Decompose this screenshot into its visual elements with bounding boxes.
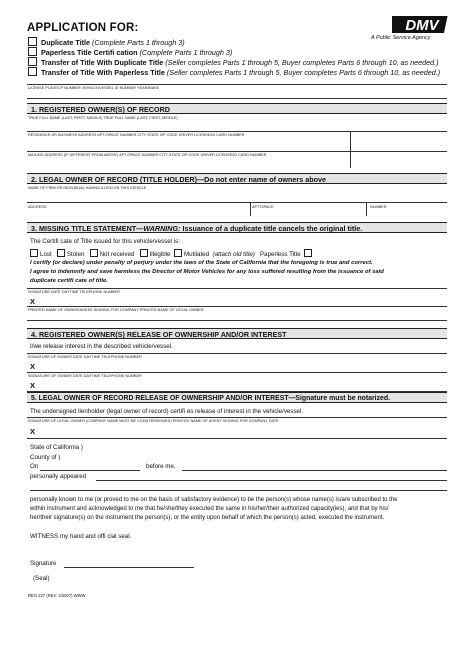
divider [366,202,367,216]
choice-stolen-label: Stolen [66,251,85,258]
witness-statement: WITNESS my hand and offi cial seal. [30,533,132,540]
section-3-header [27,222,447,233]
signature-x[interactable]: X [30,427,36,436]
section-4-header: 4. REGISTERED OWNER(S) RELEASE OF OWNERSHIP AND/OR INTEREST [27,328,447,339]
signature-x[interactable]: X [30,362,36,371]
agency-tagline: A Public Service Agency [371,35,431,41]
certify-statement-2: I agree to indemnify and save harmless the Director of Motor Vehicles for any loss suffered resulting from the issuance of said [30,269,384,275]
option-note: (Seller completes Parts 1 through 5, Buyer completes Parts 6 through 10, as needed.) [164,68,441,77]
notary-paragraph-1: personally known to me (or proved to me on the basis of satisfactory evidence) to be the person(s) whose name(s) is/are subscribed to the [30,497,398,503]
warning-text: Issuance of a duplicate title cancels the original title. [180,224,363,233]
notary-signature-line[interactable] [64,567,194,568]
certify-statement-3: duplicate certifi cate of title. [30,278,108,284]
divider [27,417,447,418]
section-2-header: 2. LEGAL OWNER OF RECORD (TITLE HOLDER)—Do not enter name of owners above [27,173,447,184]
divider [27,131,447,132]
personally-appeared-label: personally appeared [30,473,87,480]
notary-before-me: before me, [146,463,176,470]
notary-on-label: On [30,463,39,470]
legal-owner-signature-label: SIGNATURE OF LEGAL OWNER (COMPANY NAME MUST BE COUNTERSIGNED) PRINTED NAME OF AGENT SIGNING FOR COMPANY DATE [28,419,279,423]
signature-x[interactable]: X [30,297,36,306]
residence-address-label: RESIDENCE OR BUSINESS ADDRESS APT./SPACE NUMBER CITY STATE ZIP CODE DRIVER LICENSE/ID CARD NUMBER [28,133,245,137]
option-note: (Complete Parts 1 through 3) [90,38,185,47]
seal-label: (Seal) [33,575,50,582]
dmv-logo-graphic [392,14,448,36]
option-note: (Seller completes Parts 1 through 5, Buyer completes Parts 6 through 10, as needed.) [163,58,439,67]
checkbox[interactable] [28,47,37,56]
section-3-title: 3. MISSING TITLE STATEMENT— [31,224,144,233]
dmv-logo [392,14,448,36]
notary-name-line[interactable] [182,470,447,471]
signature-x[interactable]: X [30,381,36,390]
lienholder-release-text: The undersigned lienholder (legal owner of record) certifi es release of interest in the vehicle/vessel. [30,408,304,415]
choice-not-received-label: Not received [99,251,135,258]
attach-old-title-note: (attach old title) [212,251,255,258]
appeared-line[interactable] [96,480,447,481]
divider [27,306,447,307]
signature-label: Signature [30,560,57,567]
option-transfer-paperless[interactable] [28,67,440,77]
title-status-choices [30,249,314,258]
form-id: REG 227 (REV. 2/2007) WWW [28,593,86,598]
checkbox-mutilated[interactable] [174,249,182,257]
printed-name-label: PRINTED NAME OF OWNER/AGENT SIGNING FOR COMPANY PRINTED NAME OF LEGAL OWNER [28,308,204,312]
choice-paperless-label: Paperless Title [260,251,301,258]
warning-label: WARNING: [143,224,181,233]
checkbox-not-received[interactable] [90,249,98,257]
divider [27,202,447,203]
divider [27,353,447,354]
owner-signature-label-1: SIGNATURE OF OWNER DATE DAYTIME TELEPHONE NUMBER [28,355,142,359]
dmv-logo-text: DMV [405,17,439,34]
divider [27,438,447,439]
checkbox-stolen[interactable] [57,249,65,257]
checkbox[interactable] [28,67,37,76]
notary-paragraph-2: within instrument and acknowledged to me that he/she/they executed the same in his/her/their authorized capacity(ies), and that by his/ [30,506,389,512]
divider [27,320,447,321]
certify-statement-1: I certify (or declare) under penalty of perjury under the laws of the State of California that the foregoing is true and correct. [30,260,373,266]
choice-illegible-label: Illegible [149,251,171,258]
option-label: Duplicate Title [41,38,90,47]
divider [27,151,447,152]
section-1-header: 1. REGISTERED OWNER(S) OF RECORD [27,103,447,114]
checkbox[interactable] [28,37,37,46]
checkbox[interactable] [28,57,37,66]
option-label: Transfer of Title With Duplicate Title [41,58,164,67]
appeared-line-2[interactable] [30,490,447,491]
divider [250,202,251,216]
apt-space-label: APT./SPACE [252,205,274,209]
option-label: Paperless Title Certifi cation [41,48,138,57]
divider [350,131,351,168]
license-field-label: LICENSE PLATE/CF NUMBER VEHICLE/VESSEL ID NUMBER YEAR/MAKE [28,86,160,90]
checkbox-illegible[interactable] [140,249,148,257]
lienholder-name-label: NAME OF FIRM OR INDIVIDUAL HAVING A LIEN ON THIS VEHICLE [28,186,147,190]
section-5-header: 5. LEGAL OWNER OF RECORD RELEASE OF OWNERSHIP AND/OR INTEREST—Signature must be notarized. [27,392,447,403]
option-transfer-duplicate[interactable] [28,57,439,67]
divider [27,84,447,85]
choice-lost-label: Lost [40,251,52,258]
notary-county: County of ) [30,454,61,461]
owner-name-label: TRUE FULL NAME (LAST, FIRST, MIDDLE) TRUE FULL NAME (LAST, FIRST, MIDDLE) [28,116,178,120]
option-paperless-title[interactable] [28,47,232,57]
date-line[interactable] [40,470,140,471]
divider [27,98,447,99]
release-interest-text: I/we release interest in the described vehicle/vessel. [30,343,173,350]
divider [27,372,447,373]
owner-signature-label-2: SIGNATURE OF OWNER DATE DAYTIME TELEPHONE NUMBER [28,374,142,378]
notary-paragraph-3: her/their signature(s) on the instrument the person(s), or the entity upon behalf of which the person(s) acted, executed the instrument. [30,515,385,521]
option-note: (Complete Parts 1 through 3) [137,48,233,57]
address-label: ADDRESS [28,205,47,209]
notary-state: State of California ) [30,444,83,451]
choice-mutilated-label: Mutilated [183,251,210,258]
option-duplicate-title[interactable] [28,37,185,47]
checkbox-lost[interactable] [30,249,38,257]
mailing-address-label: MAILING ADDRESS (IF DIFFERENT FROM ABOVE) APT./SPACE NUMBER CITY STATE ZIP CODE DRIVER LICENSE/ID CARD NUMBER [28,153,267,157]
certificate-issued-text: The Certifi cate of Title issued for this vehicle/vessel is: [30,238,180,245]
option-label: Transfer of Title With Paperless Title [41,68,165,77]
number-label: NUMBER [370,205,387,209]
form-title: APPLICATION FOR: [27,22,139,34]
checkbox-paperless[interactable] [304,249,312,257]
divider [27,288,447,289]
signature-field-label: SIGNATURE DATE DAYTIME TELEPHONE NUMBER [28,290,120,294]
